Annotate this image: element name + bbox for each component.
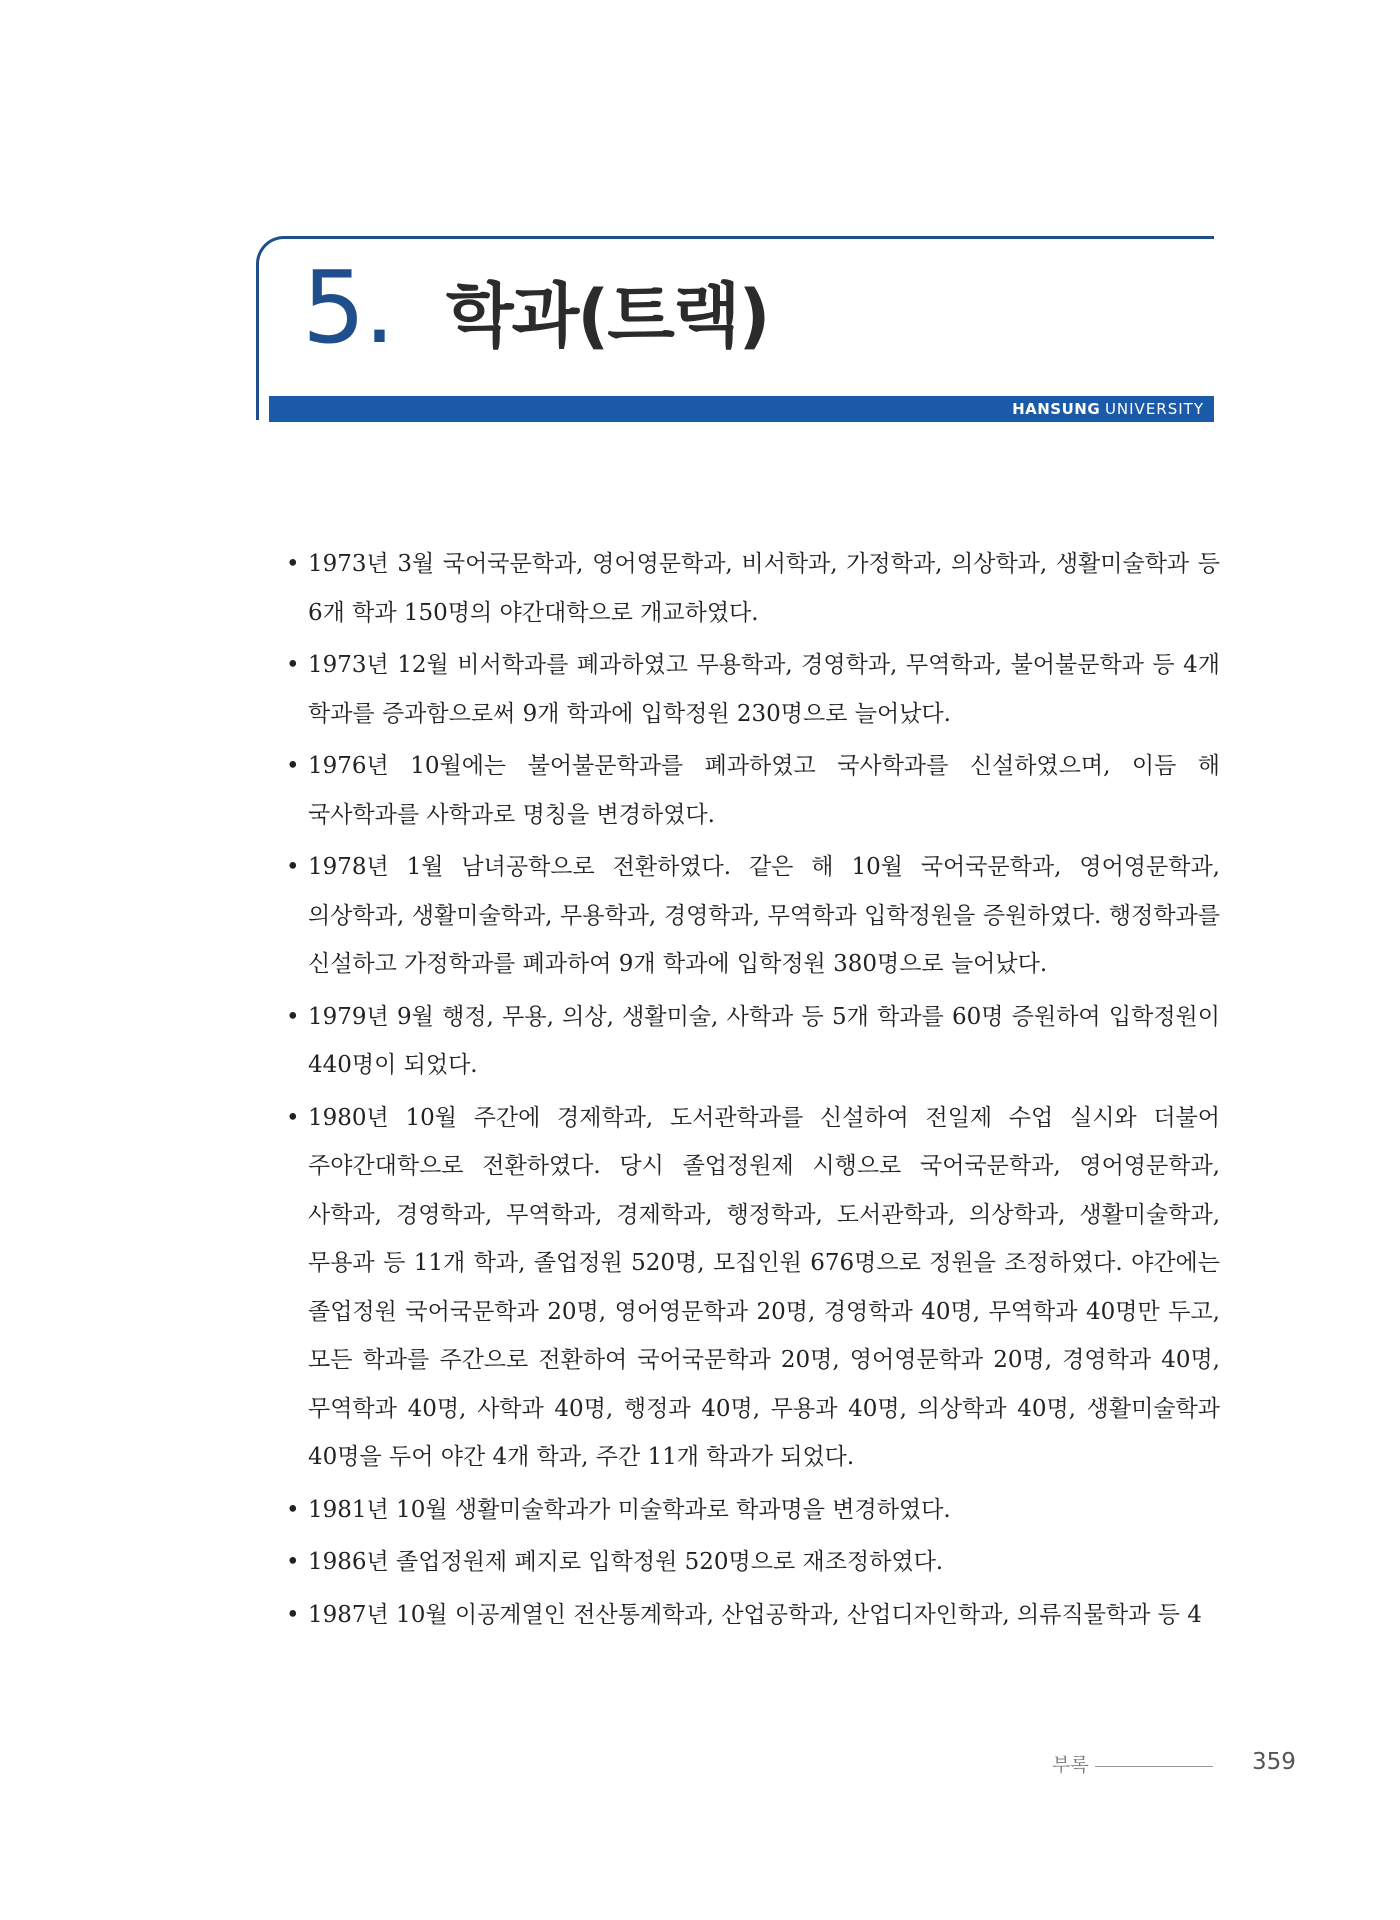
bullet: • <box>286 1003 300 1030</box>
footer-section-label: 부록 <box>1052 1754 1089 1776</box>
history-item <box>284 993 1220 1090</box>
brand-name-strong: HANSUNG <box>1012 400 1101 418</box>
history-item <box>284 540 1220 637</box>
brand-name-light: UNIVERSITY <box>1104 400 1204 418</box>
history-item <box>284 843 1220 989</box>
bullet: • <box>286 1601 300 1628</box>
history-text: 1973년 3월 국어국문학과, 영어영문학과, 비서학과, 가정학과, 의상학과, 생활미술학과 등 6개 학과 150명의 야간대학으로 개교하였다. <box>308 551 1220 626</box>
footer-divider <box>1095 1766 1213 1767</box>
history-text: 1978년 1월 남녀공학으로 전환하였다. 같은 해 10월 국어국문학과, 영어영문학과, 의상학과, 생활미술학과, 무용학과, 경영학과, 무역학과 입학정원을 증원하였다. 행정학과를 신설하고 가정학과를 폐과하여 9개 학과에 입학정원 380명으로 늘어났다. <box>308 854 1220 977</box>
bullet: • <box>286 551 300 577</box>
history-text: 1973년 12월 비서학과를 폐과하였고 무용학과, 경영학과, 무역학과, 불어불문학과 등 4개 학과를 증과함으로써 9개 학과에 입학정원 230명으로 늘어났다. <box>308 652 1220 727</box>
history-item <box>284 1538 1220 1587</box>
bullet: • <box>286 1104 300 1131</box>
history-text: 1986년 졸업정원제 폐지로 입학정원 520명으로 재조정하였다. <box>308 1549 944 1575</box>
history-text: 1976년 10월에는 불어불문학과를 폐과하였고 국사학과를 신설하였으며, 이듬 해 국사학과를 사학과로 명칭을 변경하였다. <box>308 753 1220 828</box>
bullet: • <box>286 753 300 779</box>
bullet: • <box>286 1549 300 1575</box>
history-item <box>284 1591 1220 1640</box>
history-text: 1979년 9월 행정, 무용, 의상, 생활미술, 사학과 등 5개 학과를 60명 증원하여 입학정원이 440명이 되었다. <box>308 1003 1220 1078</box>
brand-bar <box>269 396 1214 422</box>
history-text: 1980년 10월 주간에 경제학과, 도서관학과를 신설하여 전일제 수업 실시와 더불어 주야간대학으로 전환하였다. 당시 졸업정원제 시행으로 국어국문학과, 영어영문학과, 사학과, 경영학과, 무역학과, 경제학과, 행정학과, 도서관학과, 의상학과, 생활미술학과, 무용과 등 11개 학과, 졸업정원 520명, 모집인원 676명으로 정원을 조정하였다. 야간에는 졸업정원 국어국문학과 20명, 영어영문학과 20명, 경영학과 40명, 무역학과 40명만 두고, 모든 학과를 주간으로 전환하여 국어국문학과 20명, 영어영문학과 20명, 경영학과 40명, 무역학과 40명, 사학과 40명, 행정과 40명, 무용과 40명, 의상학과 40명, 생활미술학과 40명을 두어 야간 4개 학과, 주간 11개 학과가 되었다. <box>308 1104 1220 1470</box>
history-text: 1981년 10월 생활미술학과가 미술학과로 학과명을 변경하였다. <box>308 1496 951 1523</box>
history-item <box>284 742 1220 839</box>
history-text: 1987년 10월 이공계열인 전산통계학과, 산업공학과, 산업디자인학과, 의류직물학과 등 4 <box>308 1601 1202 1628</box>
bullet: • <box>286 854 300 880</box>
history-item <box>284 641 1220 738</box>
history-list <box>284 540 1220 1643</box>
bullet: • <box>286 652 300 678</box>
page-number: 359 <box>1252 1749 1296 1775</box>
chapter-number: 5. <box>302 249 394 366</box>
brand-logo-text <box>1012 396 1204 422</box>
chapter-title: 학과(트랙) <box>446 275 769 357</box>
history-item <box>284 1094 1220 1482</box>
bullet: • <box>286 1496 300 1523</box>
history-item <box>284 1486 1220 1535</box>
